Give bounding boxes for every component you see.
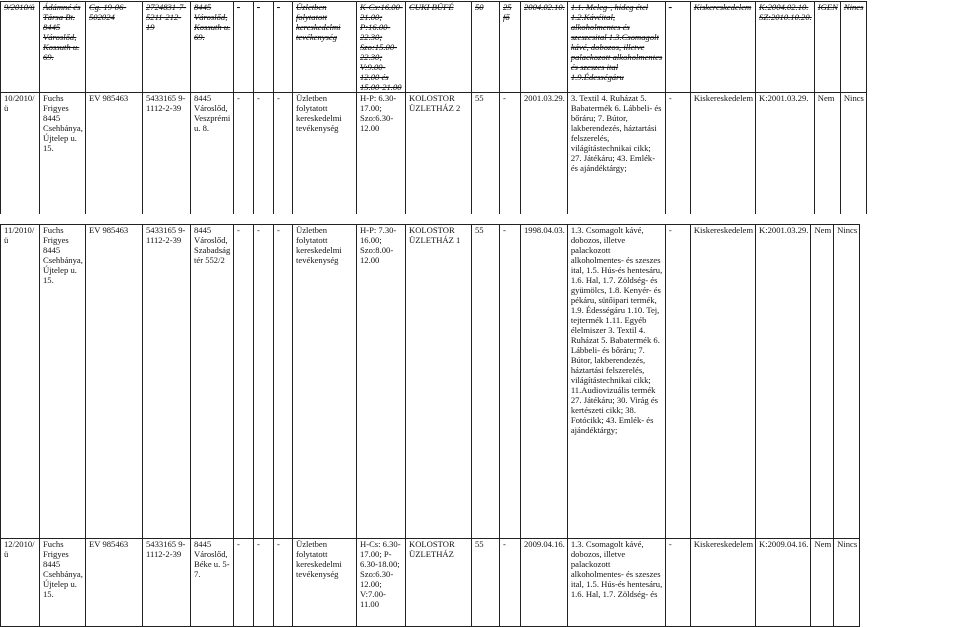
cell-notes: Nincs — [840, 2, 866, 93]
table-row — [1, 539, 860, 627]
cell-dates: K:2001.03.29. — [756, 93, 815, 215]
cell-shop-name: CUKI BÜFÉ — [406, 2, 472, 93]
cell-trade-type: Kiskereskedelem — [690, 2, 755, 93]
cell-operator: Fuchs Frigyes 8445 Csehbánya, Újtelep u. 15. — [40, 93, 86, 215]
cell-alcohol: Nem — [811, 539, 834, 627]
cell-c7: - — [254, 2, 274, 93]
cell-activity: Üzletben folytatott kereskedelmi tevékenység — [293, 539, 357, 627]
cell-c7: - — [254, 539, 274, 627]
cell-c8: - — [274, 539, 293, 627]
cell-c8: - — [274, 2, 293, 93]
cell-dates: K:2001.03.29. — [756, 225, 811, 539]
cell-start-date: 2004.02.10. — [521, 2, 568, 93]
cell-shop-address: 8445 Városlőd, Veszprémi u. 8. — [191, 93, 234, 215]
register-table-top — [0, 1, 867, 215]
cell-area: 55 — [472, 225, 500, 539]
cell-activity: Üzletben folytatott kereskedelmi tevékenység — [293, 225, 357, 539]
cell-start-date: 1998.04.03. — [521, 225, 568, 539]
cell-reg-no: EV 985463 — [86, 225, 143, 539]
cell-c7: - — [254, 93, 274, 215]
cell-c7: - — [254, 225, 274, 539]
cell-reg-no: EV 985463 — [86, 539, 143, 627]
cell-trade-type: Kiskereskedelem — [690, 225, 755, 539]
cell-product-groups: 1.3. Csomagolt kávé, dobozos, illetve palackozott alkoholmentes- és szeszes ital, 1.5. Hús-és hentesáru, 1.6. Hal, 1.7. Zöldség- és — [567, 539, 665, 627]
cell-c16: - — [665, 2, 690, 93]
cell-area: 55 — [472, 539, 500, 627]
cell-c6: - — [234, 93, 254, 215]
cell-permit-no: 12/2010/ü — [1, 539, 40, 627]
cell-shop-address: 8445 Városlőd, Kossuth u. 69. — [191, 2, 234, 93]
cell-notes: Nincs — [840, 93, 866, 215]
cell-opening-hours: H-Cs: 6.30-17.00; P-6.30-18.00; Szo:6.30-12.00; V:7.00-11.00 — [357, 539, 406, 627]
cell-tax-no: 2724831-7-5211-212-19 — [143, 2, 191, 93]
cell-c6: - — [234, 2, 254, 93]
cell-c6: - — [234, 539, 254, 627]
cell-alcohol: IGEN — [814, 2, 840, 93]
cell-opening-hours: H-P: 6.30-17.00; Szo:6.30-12.00 — [357, 93, 406, 215]
cell-dates: K:2004.02.10. SZ:2010.10.20. — [756, 2, 815, 93]
table-row — [1, 225, 860, 539]
cell-shop-address: 8445 Városlőd, Béke u. 5-7. — [191, 539, 234, 627]
cell-capacity: - — [500, 225, 521, 539]
cell-notes: Nincs — [834, 225, 860, 539]
cell-area: 55 — [472, 93, 500, 215]
cell-operator: Ádámné és Társa Bt. 8445 Városlőd, Kossuth u. 69. — [40, 2, 86, 93]
register-table-bottom — [0, 224, 860, 627]
table-row — [1, 93, 867, 215]
cell-area: 50 — [472, 2, 500, 93]
cell-c6: - — [234, 225, 254, 539]
cell-trade-type: Kiskereskedelem — [690, 93, 755, 215]
table-row — [1, 2, 867, 93]
cell-tax-no: 5433165 9-1112-2-39 — [143, 539, 191, 627]
cell-capacity: - — [500, 93, 521, 215]
cell-alcohol: Nem — [811, 225, 834, 539]
section-gap — [0, 214, 960, 224]
cell-capacity: 25 fő — [500, 2, 521, 93]
cell-start-date: 2001.03.29. — [521, 93, 568, 215]
cell-c8: - — [274, 93, 293, 215]
cell-reg-no: Cg. 19-06-502024 — [86, 2, 143, 93]
cell-product-groups: 1.3. Csomagolt kávé, dobozos, illetve palackozott alkoholmentes- és szeszes ital, 1.5. Hús-és hentesáru, 1.6. Hal, 1.7. Zöldség- és gyümölcs, 1.8. Kenyér- és pékáru, sütőipari termék, 1.9. Édességáru 1.10. Tej, tejtermék 1.11. Egyéb élelmiszer 3. Textil 4. Ruházat 5. Babatermék 6. Lábbeli- és bőráru; 7. Bútor, lakberendezés, háztartási felszerelés, világítástechnikai cikk; 11.Audiovizuális termék 27. Játékáru; 30. Virág és kertészeti cikk; 38. Fotócikk; 43. Emlék- és ajándéktárgy; — [567, 225, 665, 539]
cell-alcohol: Nem — [814, 93, 840, 215]
cell-permit-no: 9/2010/ü — [1, 2, 40, 93]
cell-start-date: 2009.04.16. — [521, 539, 568, 627]
cell-trade-type: Kiskereskedelem — [690, 539, 755, 627]
cell-permit-no: 10/2010/ü — [1, 93, 40, 215]
cell-opening-hours: H-P: 7.30-16.00; Szo:8.00-12.00 — [357, 225, 406, 539]
cell-c16: - — [665, 539, 690, 627]
cell-shop-name: KOLOSTOR ÜZLETHÁZ 2 — [406, 93, 472, 215]
cell-reg-no: EV 985463 — [86, 93, 143, 215]
cell-operator: Fuchs Frigyes 8445 Csehbánya, Újtelep u. 15. — [40, 539, 86, 627]
cell-activity: Üzletben folytatott kereskedelmi tevékenység — [293, 93, 357, 215]
cell-dates: K:2009.04.16. — [756, 539, 811, 627]
cell-opening-hours: K-Cs:16.00-21.00; P:16.00-22.30; Szo:15.00-22.30; V:9.00-12.00 és 15.00-21.00 — [357, 2, 406, 93]
cell-tax-no: 5433165 9-1112-2-39 — [143, 225, 191, 539]
cell-c16: - — [665, 225, 690, 539]
cell-c8: - — [274, 225, 293, 539]
cell-tax-no: 5433165 9-1112-2-39 — [143, 93, 191, 215]
cell-permit-no: 11/2010/ü — [1, 225, 40, 539]
cell-notes: Nincs — [834, 539, 860, 627]
cell-shop-address: 8445 Városlőd, Szabadság tér 552/2 — [191, 225, 234, 539]
cell-capacity: - — [500, 539, 521, 627]
cell-c16: - — [665, 93, 690, 215]
cell-activity: Üzletben folytatott kereskedelmi tevékenység — [293, 2, 357, 93]
cell-shop-name: KOLOSTOR ÜZLETHÁZ — [406, 539, 472, 627]
cell-product-groups: 1.1. Meleg-, hideg étel 1.2.Kávéital, alkoholmentes és szeszesital 1.3.Csomagolt kávé, dobozos, illetve palackozott alkoholmentes és szeszes ital 1.9.Édességáru — [567, 2, 665, 93]
cell-operator: Fuchs Frigyes 8445 Csehbánya, Újtelep u. 15. — [40, 225, 86, 539]
cell-product-groups: 3. Textil 4. Ruházat 5. Babatermék 6. Lábbeli- és bőráru; 7. Bútor, lakberendezés, háztartási felszerelés, világítástechnikai cikk; 27. Játékáru; 43. Emlék- és ajándéktárgy; — [567, 93, 665, 215]
cell-shop-name: KOLOSTOR ÜZLETHÁZ 1 — [406, 225, 472, 539]
